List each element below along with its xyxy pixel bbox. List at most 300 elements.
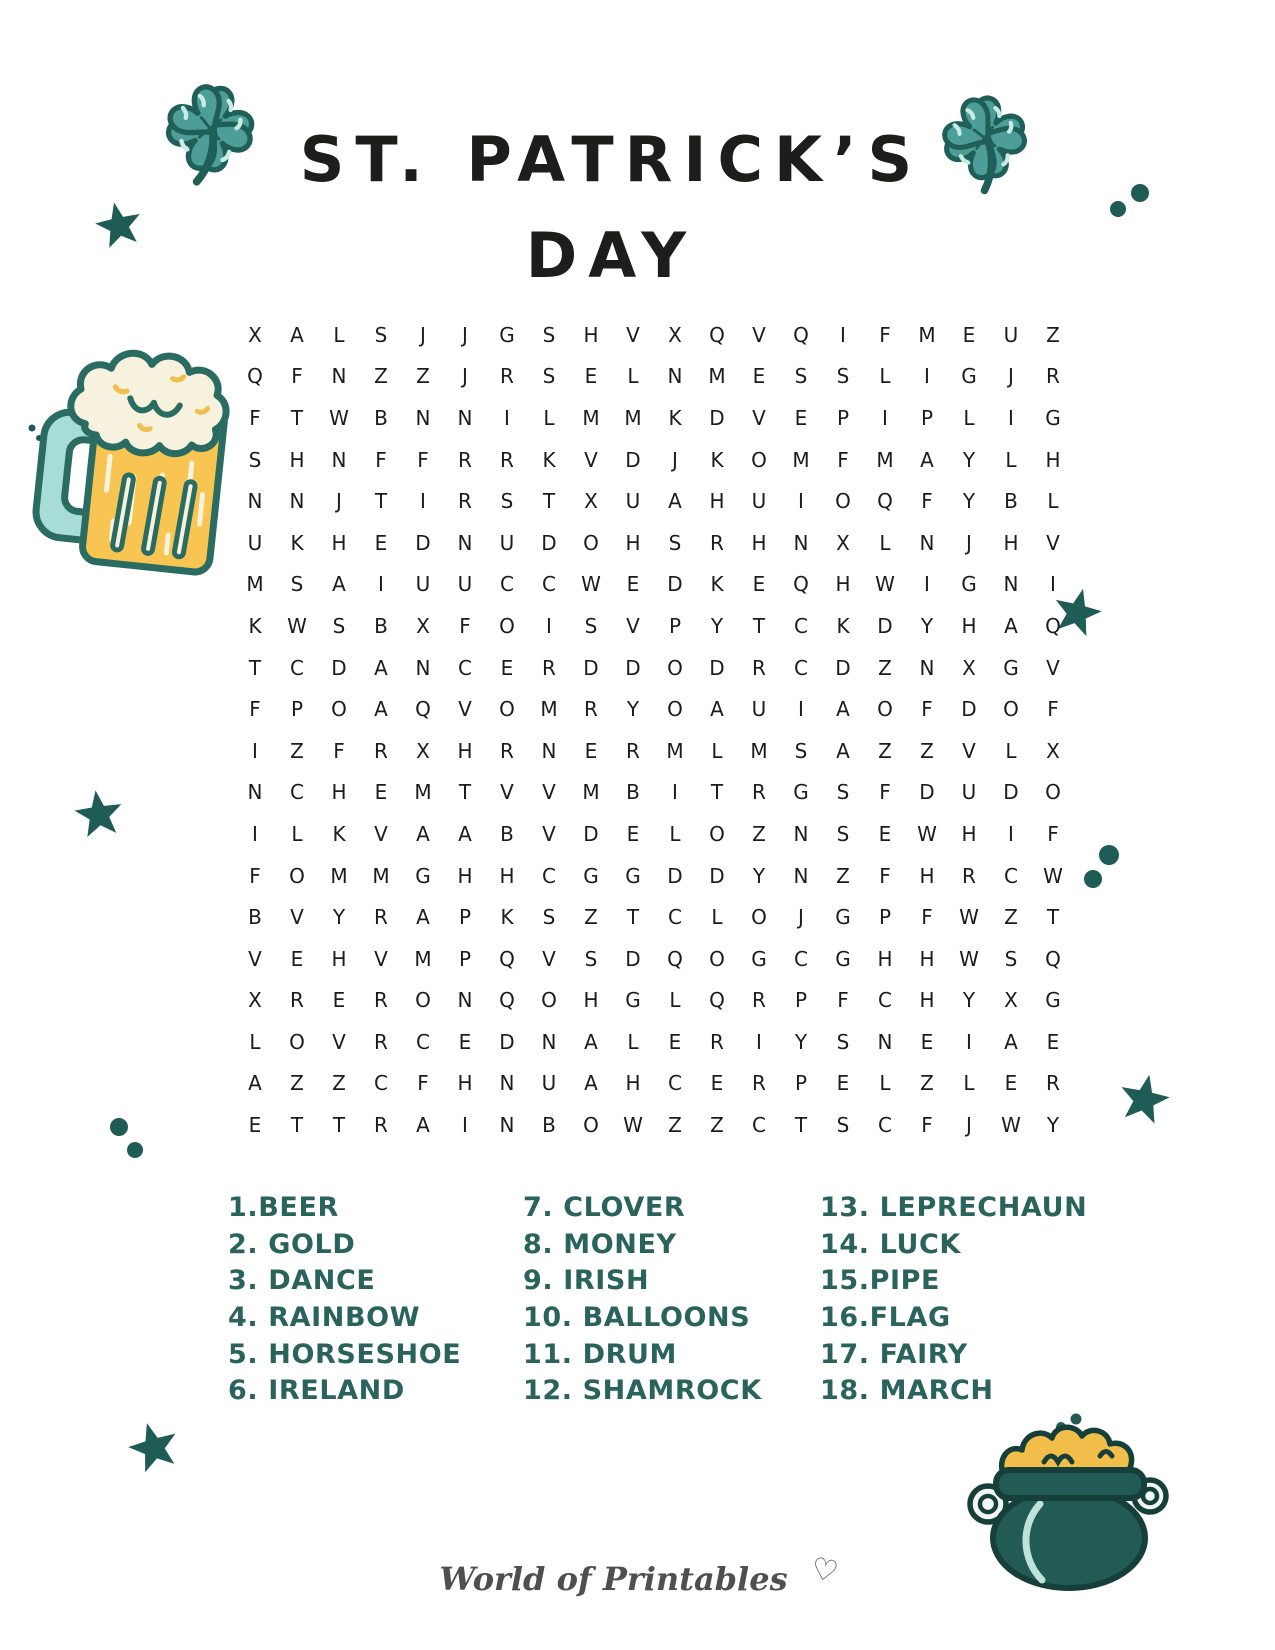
grid-letter: M (750, 738, 768, 763)
grid-letter: I (252, 821, 258, 846)
grid-letter: D (331, 655, 347, 680)
grid-letter: M (414, 780, 432, 805)
grid-letter: R (458, 447, 472, 472)
grid-letter: R (542, 655, 556, 680)
grid-letter: H (331, 530, 347, 555)
grid-letter: F (879, 780, 891, 805)
grid-letter: W (875, 572, 895, 597)
grid-letter: G (625, 988, 641, 1013)
grid-letter: T (332, 1113, 346, 1138)
grid-letter: S (248, 447, 262, 472)
grid-letter: R (374, 1029, 388, 1054)
grid-letter: O (1045, 780, 1061, 805)
grid-letter: A (584, 1071, 598, 1096)
grid-letter: M (372, 863, 390, 888)
grid-letter: F (879, 863, 891, 888)
word-search-grid (234, 314, 1074, 1146)
grid-letter: K (710, 572, 724, 597)
grid-letter: O (667, 655, 683, 680)
grid-letter: V (458, 697, 472, 722)
grid-letter: R (500, 447, 514, 472)
grid-letter: D (877, 613, 893, 638)
grid-letter: E (290, 946, 304, 971)
grid-letter: J (672, 447, 678, 472)
grid-letter: L (333, 322, 345, 347)
grid-letter: W (959, 905, 979, 930)
grid-letter: G (835, 946, 851, 971)
brand-text: World of Printables (439, 1560, 788, 1598)
grid-letter: N (331, 364, 347, 389)
grid-letter: F (459, 613, 471, 638)
grid-letter: T (752, 613, 766, 638)
grid-letter: T (794, 1113, 808, 1138)
grid-letter: R (500, 738, 514, 763)
grid-letter: E (374, 530, 388, 555)
grid-letter: P (668, 613, 682, 638)
grid-letter: V (290, 905, 304, 930)
grid-letter: O (289, 1029, 305, 1054)
grid-letter: U (499, 530, 515, 555)
grid-letter: L (879, 1071, 891, 1096)
grid-letter: O (583, 1113, 599, 1138)
grid-letter: L (711, 738, 723, 763)
word-list-item: 8. MONEY (523, 1228, 677, 1260)
grid-letter: H (1003, 530, 1019, 555)
dots-icon (108, 1114, 152, 1164)
grid-letter: W (1001, 1113, 1021, 1138)
title-line-2: DAY (525, 219, 698, 292)
grid-letter: N (499, 1071, 515, 1096)
grid-letter: D (583, 821, 599, 846)
grid-letter: G (751, 946, 767, 971)
grid-letter: F (921, 489, 933, 514)
grid-letter: I (378, 572, 384, 597)
word-list-column (523, 1192, 762, 1412)
grid-letter: N (499, 1113, 515, 1138)
grid-letter: E (626, 821, 640, 846)
grid-letter: F (375, 447, 387, 472)
title-line-1: ST. PATRICK’S (299, 123, 924, 196)
grid-letter: U (751, 697, 767, 722)
grid-letter: F (333, 738, 345, 763)
word-list-item: 6. IRELAND (228, 1375, 405, 1407)
grid-letter: Y (962, 447, 976, 472)
grid-letter: P (290, 697, 304, 722)
grid-letter: H (583, 988, 599, 1013)
heart-icon: ♡ (807, 1550, 842, 1591)
grid-letter: L (1005, 738, 1017, 763)
grid-letter: Z (920, 738, 934, 763)
grid-letter: N (541, 1029, 557, 1054)
grid-letter: F (921, 1113, 933, 1138)
grid-letter: H (961, 613, 977, 638)
grid-letter: D (709, 405, 725, 430)
grid-letter: M (246, 572, 264, 597)
grid-letter: H (331, 780, 347, 805)
grid-letter: Q (709, 322, 725, 347)
grid-letter: C (794, 655, 808, 680)
grid-letter: W (287, 613, 307, 638)
grid-letter: N (415, 655, 431, 680)
grid-letter: S (332, 613, 346, 638)
grid-letter: C (794, 613, 808, 638)
grid-letter: J (966, 1113, 972, 1138)
grid-letter: G (835, 905, 851, 930)
grid-letter: B (1004, 489, 1018, 514)
word-list-item: 18. MARCH (820, 1375, 994, 1407)
grid-letter: D (499, 1029, 515, 1054)
grid-letter: Y (1046, 1113, 1060, 1138)
grid-letter: R (458, 489, 472, 514)
word-list-item: 13. LEPRECHAUN (820, 1192, 1088, 1223)
grid-letter: O (751, 905, 767, 930)
grid-letter: Y (710, 613, 724, 638)
grid-letter: D (625, 447, 641, 472)
grid-letter: O (751, 447, 767, 472)
grid-letter: T (458, 780, 472, 805)
grid-letter: H (751, 530, 767, 555)
grid-letter: L (627, 1029, 639, 1054)
grid-letter: D (835, 655, 851, 680)
grid-letter: B (374, 613, 388, 638)
grid-letter: O (499, 697, 515, 722)
grid-letter: D (583, 655, 599, 680)
grid-letter: P (794, 1071, 808, 1096)
grid-letter: E (710, 1071, 724, 1096)
grid-letter: J (966, 530, 972, 555)
word-list-item: 1.BEER (228, 1192, 339, 1223)
grid-letter: O (331, 697, 347, 722)
grid-letter: G (583, 863, 599, 888)
grid-letter: R (374, 1113, 388, 1138)
grid-letter: Z (374, 364, 388, 389)
grid-letter: R (752, 780, 766, 805)
grid-letter: Y (962, 489, 976, 514)
grid-letter: Y (332, 905, 346, 930)
grid-letter: H (289, 447, 305, 472)
grid-letter: F (249, 697, 261, 722)
grid-letter: N (919, 655, 935, 680)
four-leaf-clover-icon (919, 73, 1053, 224)
grid-letter: D (415, 530, 431, 555)
grid-letter: I (882, 405, 888, 430)
grid-letter: F (921, 905, 933, 930)
grid-letter: J (462, 364, 468, 389)
grid-letter: B (500, 821, 514, 846)
grid-letter: S (794, 364, 808, 389)
grid-letter: G (625, 863, 641, 888)
grid-letter: F (837, 988, 849, 1013)
grid-letter: C (668, 1071, 682, 1096)
grid-letter: O (709, 946, 725, 971)
grid-letter: Z (668, 1113, 682, 1138)
grid-letter: S (794, 738, 808, 763)
grid-letter: K (248, 613, 262, 638)
dots-icon (1082, 840, 1130, 892)
grid-letter: E (1046, 1029, 1060, 1054)
grid-letter: W (1043, 863, 1063, 888)
beer-mug-icon (22, 328, 240, 580)
grid-letter: N (247, 780, 263, 805)
grid-letter: H (457, 863, 473, 888)
grid-letter: S (836, 821, 850, 846)
grid-letter: E (626, 572, 640, 597)
grid-letter: T (542, 489, 556, 514)
grid-letter: N (289, 489, 305, 514)
grid-letter: O (541, 988, 557, 1013)
grid-letter: R (374, 738, 388, 763)
grid-letter: Q (1045, 613, 1061, 638)
grid-letter: N (1003, 572, 1019, 597)
grid-letter: I (756, 1029, 762, 1054)
grid-letter: G (961, 572, 977, 597)
grid-letter: H (499, 863, 515, 888)
grid-letter: I (1008, 821, 1014, 846)
grid-letter: L (711, 905, 723, 930)
grid-letter: Q (793, 322, 809, 347)
grid-letter: N (793, 863, 809, 888)
grid-letter: X (248, 988, 262, 1013)
grid-letter: M (540, 697, 558, 722)
grid-letter: N (877, 1029, 893, 1054)
grid-letter: Y (794, 1029, 808, 1054)
grid-letter: H (625, 530, 641, 555)
grid-letter: X (416, 613, 430, 638)
grid-letter: L (291, 821, 303, 846)
grid-letter: Z (584, 905, 598, 930)
grid-letter: F (1047, 821, 1059, 846)
grid-letter: C (458, 655, 472, 680)
grid-letter: D (961, 697, 977, 722)
word-list-item: 7. CLOVER (523, 1192, 686, 1223)
grid-letter: L (669, 988, 681, 1013)
grid-letter: E (752, 572, 766, 597)
grid-letter: M (792, 447, 810, 472)
grid-letter: F (249, 405, 261, 430)
grid-letter: M (582, 405, 600, 430)
grid-letter: A (458, 821, 472, 846)
grid-letter: V (752, 405, 766, 430)
grid-letter: I (546, 613, 552, 638)
grid-letter: A (416, 1113, 430, 1138)
grid-letter: R (710, 1029, 724, 1054)
grid-letter: Z (920, 1071, 934, 1096)
word-list-item: 14. LUCK (820, 1228, 961, 1260)
grid-letter: B (542, 1113, 556, 1138)
grid-letter: T (710, 780, 724, 805)
grid-letter: E (794, 405, 808, 430)
grid-letter: V (584, 447, 598, 472)
grid-letter: G (1045, 405, 1061, 430)
grid-letter: E (962, 322, 976, 347)
grid-letter: B (626, 780, 640, 805)
word-list-column (820, 1192, 1087, 1412)
grid-letter: C (668, 905, 682, 930)
grid-letter: A (374, 655, 388, 680)
grid-letter: Z (416, 364, 430, 389)
grid-letter: I (462, 1113, 468, 1138)
grid-letter: E (458, 1029, 472, 1054)
grid-letter: C (878, 988, 892, 1013)
grid-letter: H (961, 821, 977, 846)
grid-letter: V (542, 946, 556, 971)
grid-letter: D (709, 863, 725, 888)
word-list-item: 15.PIPE (820, 1265, 941, 1297)
grid-letter: L (879, 530, 891, 555)
grid-letter: O (583, 530, 599, 555)
grid-letter: K (290, 530, 304, 555)
grid-letter: R (752, 655, 766, 680)
grid-letter: A (668, 489, 682, 514)
grid-letter: P (920, 405, 934, 430)
grid-letter: R (500, 364, 514, 389)
grid-letter: N (457, 530, 473, 555)
grid-letter: H (919, 988, 935, 1013)
grid-letter: A (332, 572, 346, 597)
grid-letter: E (836, 1071, 850, 1096)
grid-letter: E (248, 1113, 262, 1138)
grid-letter: O (499, 613, 515, 638)
grid-letter: M (708, 364, 726, 389)
grid-letter: I (924, 572, 930, 597)
grid-letter: I (1050, 572, 1056, 597)
word-list-item: 3. DANCE (228, 1265, 376, 1297)
grid-letter: E (752, 364, 766, 389)
grid-letter: A (836, 697, 850, 722)
grid-letter: S (1004, 946, 1018, 971)
grid-letter: O (289, 863, 305, 888)
grid-letter: H (457, 1071, 473, 1096)
dots-icon (1106, 182, 1154, 230)
grid-letter: C (374, 1071, 388, 1096)
star-icon (119, 1413, 188, 1482)
grid-letter: U (415, 572, 431, 597)
grid-letter: U (541, 1071, 557, 1096)
grid-letter: A (584, 1029, 598, 1054)
grid-letter: C (794, 946, 808, 971)
grid-letter: R (752, 1071, 766, 1096)
grid-letter: R (752, 988, 766, 1013)
grid-letter: F (1047, 697, 1059, 722)
grid-letter: Z (878, 655, 892, 680)
grid-letter: X (962, 655, 976, 680)
grid-letter: K (710, 447, 724, 472)
grid-letter: G (1045, 988, 1061, 1013)
grid-letter: P (794, 988, 808, 1013)
grid-letter: H (331, 946, 347, 971)
grid-letter: I (798, 489, 804, 514)
grid-letter: S (542, 364, 556, 389)
grid-letter: J (336, 489, 342, 514)
grid-letter: Q (793, 572, 809, 597)
grid-letter: Z (1046, 322, 1060, 347)
grid-letter: A (1004, 613, 1018, 638)
grid-letter: E (584, 364, 598, 389)
grid-letter: O (667, 697, 683, 722)
grid-letter: C (542, 863, 556, 888)
grid-letter: F (837, 447, 849, 472)
grid-letter: I (840, 322, 846, 347)
grid-letter: B (374, 405, 388, 430)
grid-letter: R (584, 697, 598, 722)
grid-letter: S (374, 322, 388, 347)
grid-letter: X (1004, 988, 1018, 1013)
grid-letter: S (500, 489, 514, 514)
grid-letter: W (959, 946, 979, 971)
grid-letter: D (541, 530, 557, 555)
star-icon (1111, 1067, 1177, 1133)
grid-letter: V (542, 821, 556, 846)
grid-letter: R (374, 905, 388, 930)
grid-letter: U (1003, 322, 1019, 347)
grid-letter: T (248, 655, 262, 680)
grid-letter: N (331, 447, 347, 472)
grid-letter: O (1003, 697, 1019, 722)
grid-letter: V (752, 322, 766, 347)
grid-letter: E (500, 655, 514, 680)
grid-letter: A (416, 905, 430, 930)
grid-letter: E (878, 821, 892, 846)
grid-letter: Z (290, 738, 304, 763)
word-list-item: 2. GOLD (228, 1228, 356, 1260)
grid-letter: L (1047, 489, 1059, 514)
grid-letter: R (374, 988, 388, 1013)
grid-letter: L (627, 364, 639, 389)
grid-letter: N (919, 530, 935, 555)
grid-letter: N (793, 821, 809, 846)
grid-letter: A (710, 697, 724, 722)
grid-letter: P (878, 905, 892, 930)
word-list-item: 12. SHAMROCK (523, 1375, 762, 1407)
grid-letter: M (876, 447, 894, 472)
grid-letter: I (420, 489, 426, 514)
grid-letter: V (1046, 655, 1060, 680)
grid-letter: I (798, 697, 804, 722)
grid-letter: D (625, 655, 641, 680)
grid-letter: A (374, 697, 388, 722)
grid-letter: B (248, 905, 262, 930)
grid-letter: W (581, 572, 601, 597)
grid-letter: G (415, 863, 431, 888)
grid-letter: D (709, 655, 725, 680)
grid-letter: T (290, 1113, 304, 1138)
grid-letter: R (626, 738, 640, 763)
grid-letter: H (709, 489, 725, 514)
grid-letter: E (920, 1029, 934, 1054)
grid-letter: F (417, 447, 429, 472)
grid-letter: N (793, 530, 809, 555)
grid-letter: U (961, 780, 977, 805)
grid-letter: H (919, 863, 935, 888)
grid-letter: X (584, 489, 598, 514)
word-list-item: 10. BALLOONS (523, 1302, 751, 1334)
grid-letter: I (672, 780, 678, 805)
grid-letter: I (504, 405, 510, 430)
grid-letter: P (836, 405, 850, 430)
grid-letter: S (836, 1113, 850, 1138)
grid-letter: S (542, 905, 556, 930)
grid-letter: C (500, 572, 514, 597)
grid-letter: L (249, 1029, 261, 1054)
grid-letter: M (414, 946, 432, 971)
grid-letter: G (961, 364, 977, 389)
grid-letter: W (917, 821, 937, 846)
grid-letter: G (1003, 655, 1019, 680)
grid-letter: I (966, 1029, 972, 1054)
grid-letter: X (416, 738, 430, 763)
grid-letter: S (584, 613, 598, 638)
grid-letter: C (1004, 863, 1018, 888)
